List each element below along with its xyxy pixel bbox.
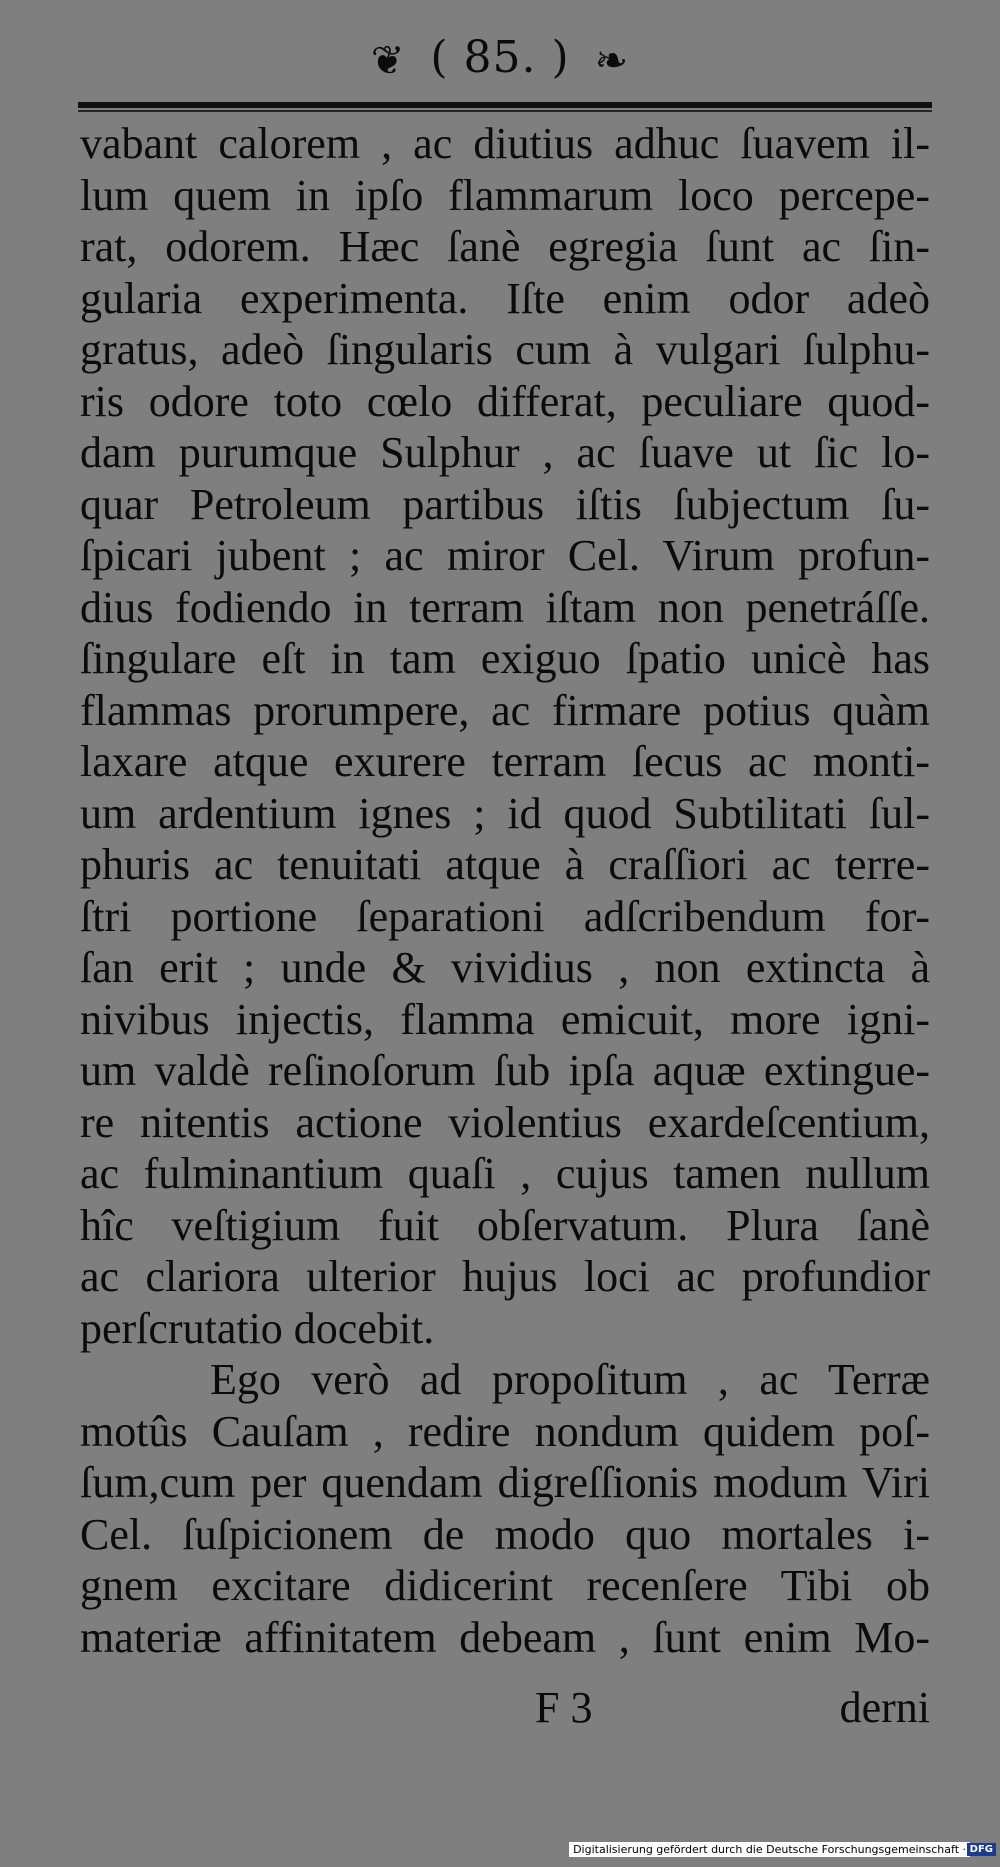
text-line: Cel. ſuſpicionem de modo quo mortales i- bbox=[80, 1509, 930, 1559]
page-header bbox=[0, 28, 1000, 91]
paragraph-first-line: Ego verò ad propoſitum , ac Terræ bbox=[210, 1355, 930, 1404]
text-line: materiæ affinitatem debeam , ſunt enim Mo- bbox=[80, 1612, 930, 1662]
dfg-logo-icon: DFG bbox=[967, 1843, 996, 1856]
text-line: gularia experimenta. Iſte enim odor adeò bbox=[80, 273, 930, 323]
text-line: nivibus injectis, flamma emicuit, more igni- bbox=[80, 994, 930, 1044]
text-line: gnem excitare didicerint recenſere Tibi ob bbox=[80, 1561, 930, 1610]
text-line: phuris ac tenuitati atque à craſſiori ac terre- bbox=[80, 840, 930, 889]
credit-text: Digitalisierung gefördert durch die Deutsche Forschungsgemeinschaft · bbox=[569, 1842, 970, 1857]
text-line: hîc veſtigium fuit obſervatum. Plura ſanè bbox=[80, 1200, 930, 1250]
text-line: ris odore toto cœlo differat, peculiare quod- bbox=[80, 376, 930, 426]
text-line: dam purumque Sulphur , ac ſuave ut ſic lo- bbox=[80, 428, 930, 477]
header-rule-thin bbox=[78, 110, 932, 112]
text-line: ſan erit ; unde & vividius , non extincta à bbox=[80, 943, 930, 992]
text-line: ſtri portione ſeparationi adſcribendum for- bbox=[80, 891, 930, 941]
catchword: derni bbox=[839, 1683, 930, 1732]
text-line: ſingulare eſt in tam exiguo ſpatio unicè has bbox=[80, 634, 930, 683]
text-line: quar Petroleum partibus iſtis ſubjectum ſu- bbox=[80, 479, 930, 529]
text-line: flammas prorumpere, ac firmare potius quàm bbox=[80, 685, 930, 735]
page-footer bbox=[80, 1682, 930, 1734]
text-line: gratus, adeò ſingularis cum à vulgari ſulphu- bbox=[80, 325, 930, 374]
ornament-left-icon: ❦ bbox=[370, 37, 406, 84]
text-line: ac fulminantium quaſi , cujus tamen nullum bbox=[80, 1149, 930, 1198]
text-line: perſcrutatio docebit. bbox=[80, 1303, 435, 1353]
text-line: ſum,cum per quendam digreſſionis modum Viri bbox=[80, 1458, 930, 1507]
text-line: vabant calorem , ac diutius adhuc ſuavem il- bbox=[80, 119, 930, 168]
text-line: lum quem in ipſo flammarum loco percepe- bbox=[80, 170, 930, 220]
body-text bbox=[80, 118, 930, 1663]
text-line: rat, odorem. Hæc ſanè egregia ſunt ac ſin- bbox=[80, 222, 930, 271]
text-line: motûs Cauſam , redire nondum quidem poſ- bbox=[80, 1406, 930, 1456]
text-line: re nitentis actione violentius exardeſcentium, bbox=[80, 1097, 930, 1147]
header-rule bbox=[78, 102, 932, 108]
digitization-credit bbox=[0, 1843, 1000, 1861]
text-line: dius fodiendo in terram iſtam non penetráſſe. bbox=[80, 582, 930, 632]
text-line: um ardentium ignes ; id quod Subtilitati ſul- bbox=[80, 788, 930, 838]
text-line: laxare atque exurere terram ſecus ac monti- bbox=[80, 737, 930, 786]
ornament-right-icon: ❧ bbox=[594, 37, 630, 84]
page-number: ( 85. ) bbox=[430, 32, 570, 83]
text-line: ſpicari jubent ; ac miror Cel. Virum profun- bbox=[80, 531, 930, 580]
text-line: um valdè reſinoſorum ſub ipſa aquæ extingue- bbox=[80, 1046, 930, 1095]
signature-mark: F 3 bbox=[535, 1683, 593, 1732]
text-line: ac clariora ulterior hujus loci ac profundior bbox=[80, 1252, 930, 1301]
